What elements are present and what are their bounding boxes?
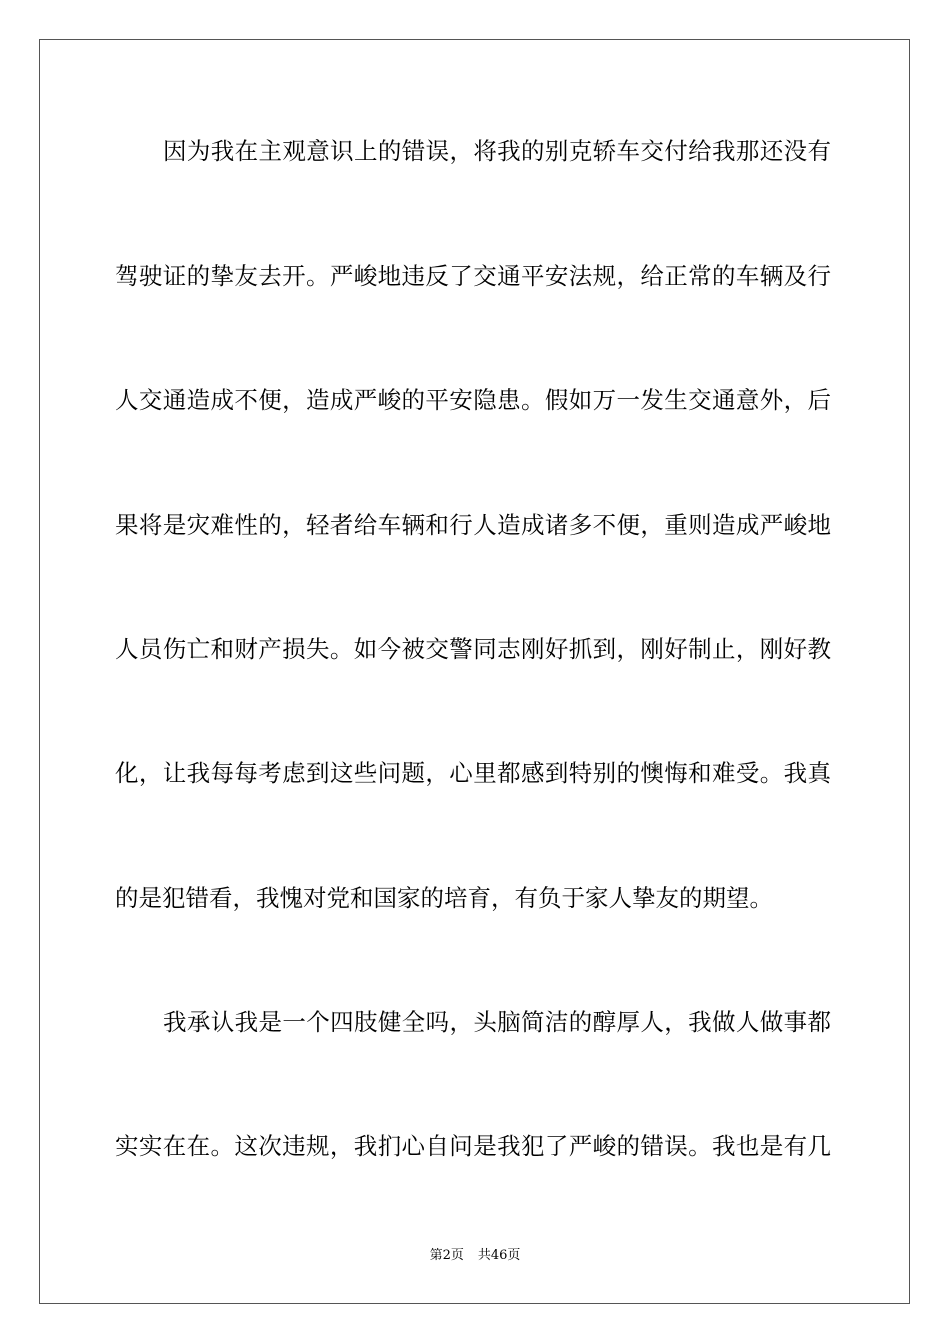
page-total: 共46页 bbox=[477, 1248, 521, 1263]
paragraph-2-line-2: 实实在在。这次违规，我扪心自问是我犯了严峻的错误。我也是有几 bbox=[115, 1132, 831, 1160]
paragraph-1-line-3: 人交通造成不便，造成严峻的平安隐患。假如万一发生交通意外，后 bbox=[115, 386, 831, 414]
paragraph-1-line-4: 果将是灾难性的，轻者给车辆和行人造成诸多不便，重则造成严峻地 bbox=[115, 511, 831, 539]
paragraph-1-line-2: 驾驶证的挚友去开。严峻地违反了交通平安法规，给正常的车辆及行 bbox=[115, 262, 831, 290]
page-footer bbox=[0, 1247, 950, 1265]
page-number: 第2页 bbox=[429, 1248, 464, 1263]
page-border bbox=[39, 39, 910, 1304]
paragraph-1-line-1: 因为我在主观意识上的错误，将我的别克轿车交付给我那还没有 bbox=[163, 137, 831, 165]
paragraph-1-line-7: 的是犯错看，我愧对党和国家的培育，有负于家人挚友的期望。 bbox=[115, 884, 773, 912]
paragraph-1-line-5: 人员伤亡和财产损失。如今被交警同志刚好抓到，刚好制止，刚好教 bbox=[115, 635, 831, 663]
paragraph-1-line-6: 化，让我每每考虑到这些问题，心里都感到特别的懊悔和难受。我真 bbox=[115, 759, 831, 787]
paragraph-2-line-1: 我承认我是一个四肢健全吗，头脑简洁的醇厚人，我做人做事都 bbox=[163, 1008, 831, 1036]
